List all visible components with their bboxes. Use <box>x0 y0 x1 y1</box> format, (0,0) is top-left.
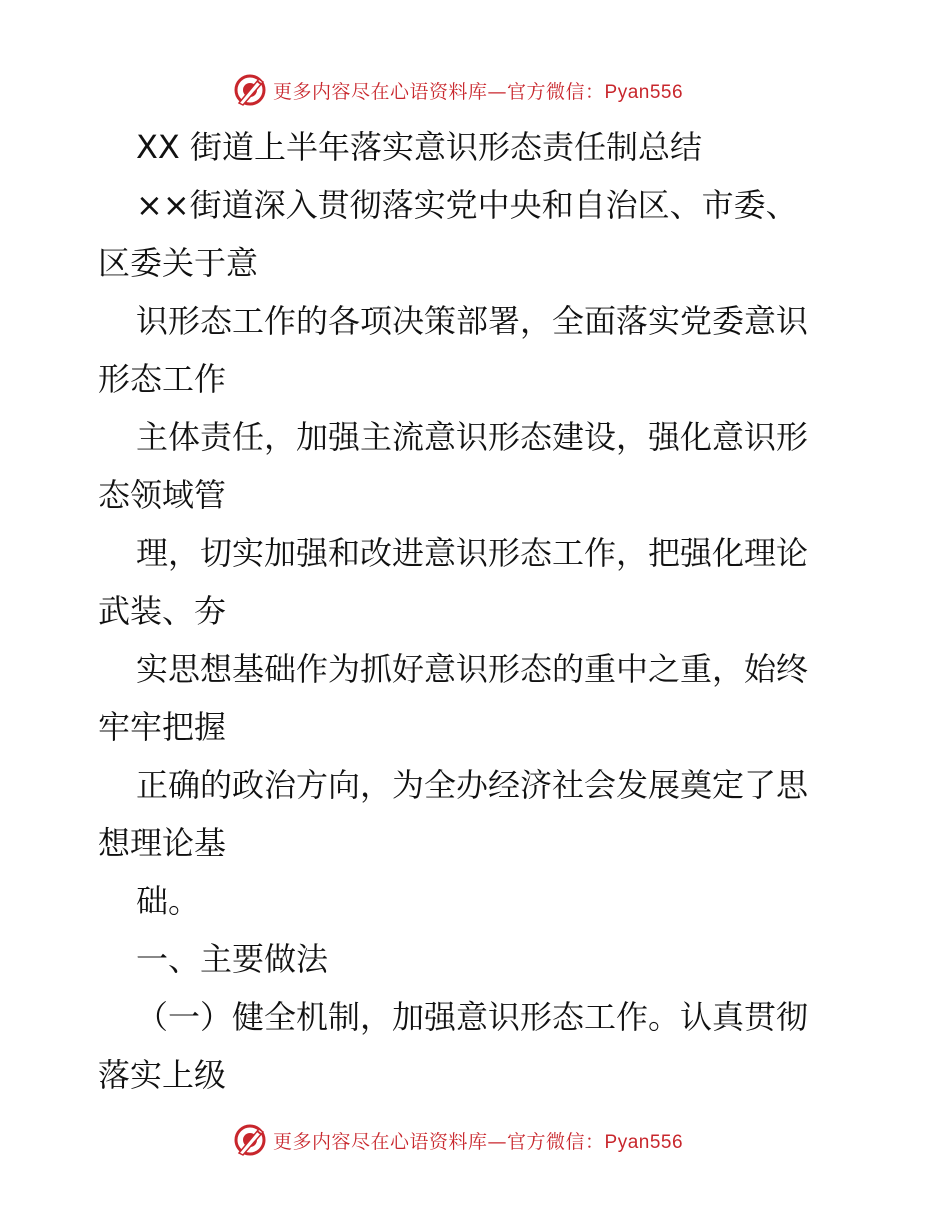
header-banner[interactable] <box>233 72 713 108</box>
footer-banner-text: 更多内容尽在心语资料库—官方微信：Pyan556 <box>273 1130 684 1153</box>
header-banner-account: Pyan556 <box>604 81 684 103</box>
paragraph-line: 理，切实加强和改进意识形态工作，把强化理论 <box>136 534 809 572</box>
paragraph-line: 想理论基 <box>98 824 227 862</box>
paragraph-line: 主体责任，加强主流意识形态建设，强化意识形 <box>136 418 809 456</box>
paragraph-line: 正确的政治方向，为全办经济社会发展奠定了思 <box>136 766 809 804</box>
footer-banner[interactable] <box>233 1122 713 1158</box>
document-body <box>98 118 858 1104</box>
paragraph-line: 识形态工作的各项决策部署，全面落实党委意识 <box>136 302 809 340</box>
footer-banner-account: Pyan556 <box>604 1131 684 1153</box>
paragraph-line: 牢牢把握 <box>98 708 227 746</box>
paragraph-line: 落实上级 <box>98 1056 227 1094</box>
paragraph-line: 武装、夯 <box>98 592 227 630</box>
paragraph-line: 区委关于意 <box>98 244 259 282</box>
paragraph-line: 础。 <box>136 882 201 920</box>
document-title: XX 街道上半年落实意识形态责任制总结 <box>136 128 703 166</box>
header-banner-text: 更多内容尽在心语资料库—官方微信：Pyan556 <box>273 80 684 103</box>
paragraph-line: 实思想基础作为抓好意识形态的重中之重，始终 <box>136 650 809 688</box>
paragraph-line: ××街道深入贯彻落实党中央和自治区、市委、 <box>136 186 798 224</box>
pen-circle-logo-icon <box>233 1123 267 1157</box>
paragraph-line: 形态工作 <box>98 360 227 398</box>
section-heading: 一、主要做法 <box>136 940 329 978</box>
paragraph-line: 态领域管 <box>98 476 227 514</box>
pen-circle-logo-icon <box>233 73 267 107</box>
subsection-heading: （一）健全机制，加强意识形态工作。认真贯彻 <box>136 998 809 1036</box>
